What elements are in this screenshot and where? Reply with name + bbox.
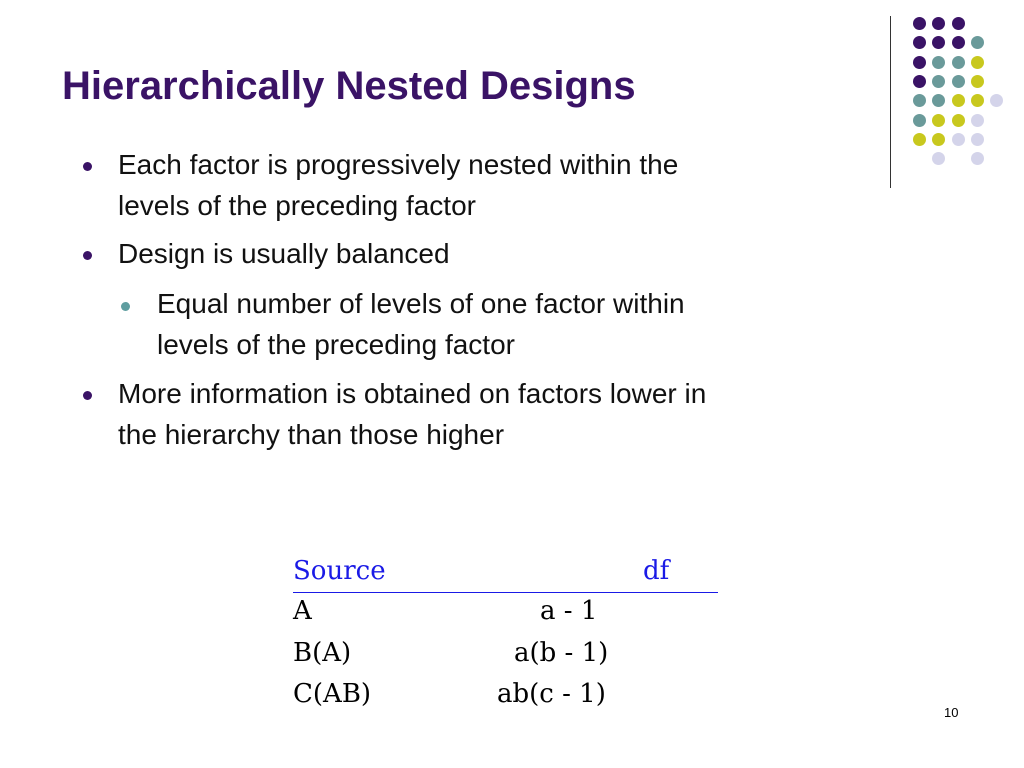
sub-bullet-item xyxy=(157,283,685,365)
sub-bullet-marker xyxy=(121,302,130,311)
bullet-line: Equal number of levels of one factor within xyxy=(157,288,685,319)
bullet-marker xyxy=(83,162,92,171)
header-df: df xyxy=(643,556,670,586)
row-df: ab(c - 1) xyxy=(497,679,606,709)
bullet-marker xyxy=(83,391,92,400)
bullet-line: Design is usually balanced xyxy=(118,238,450,269)
bullet-line: Each factor is progressively nested within the xyxy=(118,149,679,180)
bullet-line: the hierarchy than those higher xyxy=(118,419,505,450)
row-source: C(AB) xyxy=(293,679,372,709)
table-header xyxy=(293,554,718,593)
table-row xyxy=(293,596,718,636)
bullet-marker xyxy=(83,251,92,260)
bullet-line: More information is obtained on factors lower in xyxy=(118,378,707,409)
table-row xyxy=(293,679,718,719)
bullet-line: levels of the preceding factor xyxy=(118,190,476,221)
bullet-item xyxy=(118,144,678,226)
row-source: B(A) xyxy=(293,638,352,668)
row-df: a(b - 1) xyxy=(514,638,609,668)
slide-title: Hierarchically Nested Designs xyxy=(62,64,636,108)
table-row xyxy=(293,638,718,678)
bullet-item xyxy=(118,373,706,455)
header-source: Source xyxy=(293,556,386,586)
page-number: 10 xyxy=(944,705,959,720)
row-source: A xyxy=(293,596,312,626)
bullet-item xyxy=(118,233,450,274)
row-df: a - 1 xyxy=(540,596,598,626)
bullet-line: levels of the preceding factor xyxy=(157,329,515,360)
